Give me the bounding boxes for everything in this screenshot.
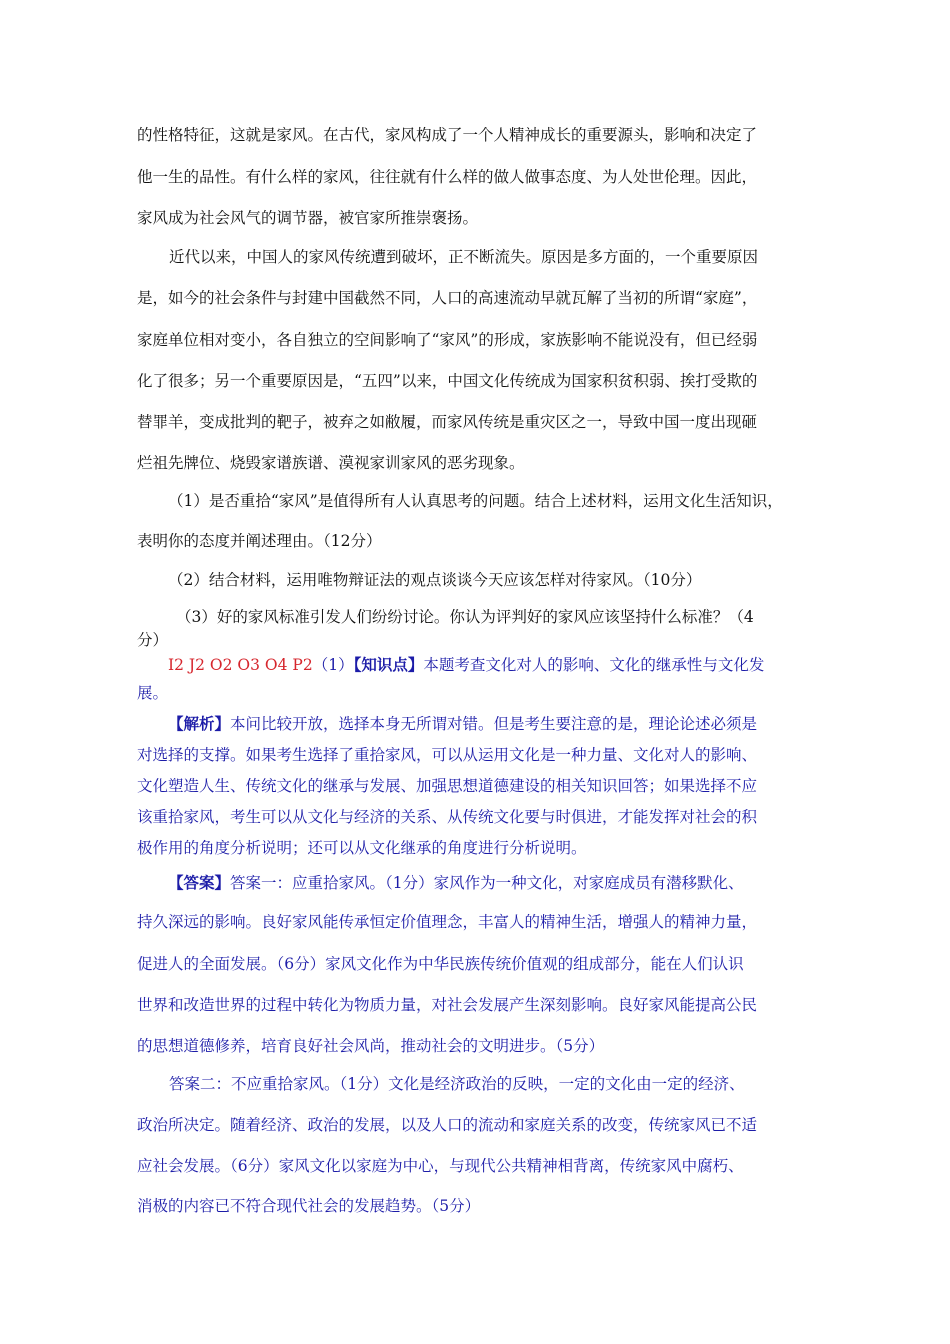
jiexi-line3: 文化塑造人生、传统文化的继承与发展、加强思想道德建设的相关知识回答；如果选择不应	[137, 777, 758, 795]
answer1-line4: 世界和改造世界的过程中转化为物质力量，对社会发展产生深刻影响。良好家风能提高公民	[137, 996, 758, 1014]
answer1-text: 答案一：应重拾家风。（1分）家风作为一种文化，对家庭成员有潜移默化、	[230, 874, 744, 892]
answer1-line1	[168, 872, 744, 894]
jiexi-line4: 该重拾家风，考生可以从文化与经济的关系、从传统文化要与时俱进，才能发挥对社会的积	[137, 808, 758, 826]
material-p2-line4: 化了很多；另一个重要原因是，“五四”以来，中国文化传统成为国家积贫积弱、挨打受欺的	[137, 372, 758, 390]
answer1-line2: 持久深远的影响。良好家风能传承恒定价值理念，丰富人的精神生活，增强人的精神力量，	[137, 913, 758, 931]
answer2-line3: 应社会发展。（6分）家风文化以家庭为中心，与现代公共精神相背离，传统家风中腐朽、	[137, 1157, 744, 1175]
material-p2-line2: 是，如今的社会条件与封建中国截然不同，人口的高速流动早就瓦解了当初的所谓“家庭”，	[137, 289, 758, 307]
part-number: （1）	[312, 656, 354, 674]
question-2: （2）结合材料，运用唯物辩证法的观点谈谈今天应该怎样对待家风。（10分）	[168, 571, 702, 589]
jiexi-tag: 【解析】	[168, 714, 231, 733]
material-p2-line3: 家庭单位相对变小，各自独立的空间影响了“家风”的形成，家族影响不能说没有，但已经弱	[137, 331, 758, 349]
question-1-line2: 表明你的态度并阐述理由。（12分）	[137, 532, 382, 550]
question-3-line1: （3）好的家风标准引发人们纷纷讨论。你认为评判好的家风应该坚持什么标准？（4	[176, 608, 754, 626]
material-p1-line1: 的性格特征，这就是家风。在古代，家风构成了一个人精神成长的重要源头，影响和决定了	[137, 126, 758, 144]
material-p2-line5: 替罪羊，变成批判的靶子，被弃之如敝履，而家风传统是重灾区之一，导致中国一度出现砸	[137, 413, 758, 431]
answer2-line1: 答案二：不应重拾家风。（1分）文化是经济政治的反映，一定的文化由一定的经济、	[169, 1075, 745, 1093]
knowledge-line1	[168, 654, 764, 676]
jiexi-line1	[168, 713, 757, 735]
jiexi-line2: 对选择的支撑。如果考生选择了重拾家风，可以从运用文化是一种力量、文化对人的影响、	[137, 746, 758, 764]
answer-tag: 【答案】	[168, 873, 231, 892]
knowledge-codes: I2 J2 O2 O3 O4 P2	[168, 656, 313, 674]
knowledge-line2: 展。	[137, 684, 169, 702]
knowledge-tag: 【知识点】	[353, 655, 424, 674]
material-p1-line2: 他一生的品性。有什么样的家风，往往就有什么样的做人做事态度、为人处世伦理。因此，	[137, 168, 758, 186]
material-p1-line3: 家风成为社会风气的调节器，被官家所推崇褒扬。	[137, 209, 479, 227]
answer2-line4: 消极的内容已不符合现代社会的发展趋势。（5分）	[137, 1197, 481, 1215]
answer1-line3: 促进人的全面发展。（6分）家风文化作为中华民族传统价值观的组成部分，能在人们认识	[137, 955, 744, 973]
material-p2-line6: 烂祖先牌位、烧毁家谱族谱、漠视家训家风的恶劣现象。	[137, 454, 525, 472]
jiexi-line5: 极作用的角度分析说明；还可以从文化继承的角度进行分析说明。	[137, 839, 587, 857]
knowledge-text: 本题考查文化对人的影响、文化的继承性与文化发	[423, 656, 765, 674]
answer1-line5: 的思想道德修养，培育良好社会风尚，推动社会的文明进步。（5分）	[137, 1037, 605, 1055]
jiexi-text: 本问比较开放，选择本身无所谓对错。但是考生要注意的是，理论论述必须是	[230, 715, 758, 733]
answer2-line2: 政治所决定。随着经济、政治的发展，以及人口的流动和家庭关系的改变，传统家风已不适	[137, 1116, 758, 1134]
question-1-line1: （1）是否重拾“家风”是值得所有人认真思考的问题。结合上述材料，运用文化生活知识，	[168, 492, 783, 510]
material-p2-line1: 近代以来，中国人的家风传统遭到破坏，正不断流失。原因是多方面的，一个重要原因	[169, 248, 759, 266]
question-3-line2: 分）	[137, 631, 169, 649]
